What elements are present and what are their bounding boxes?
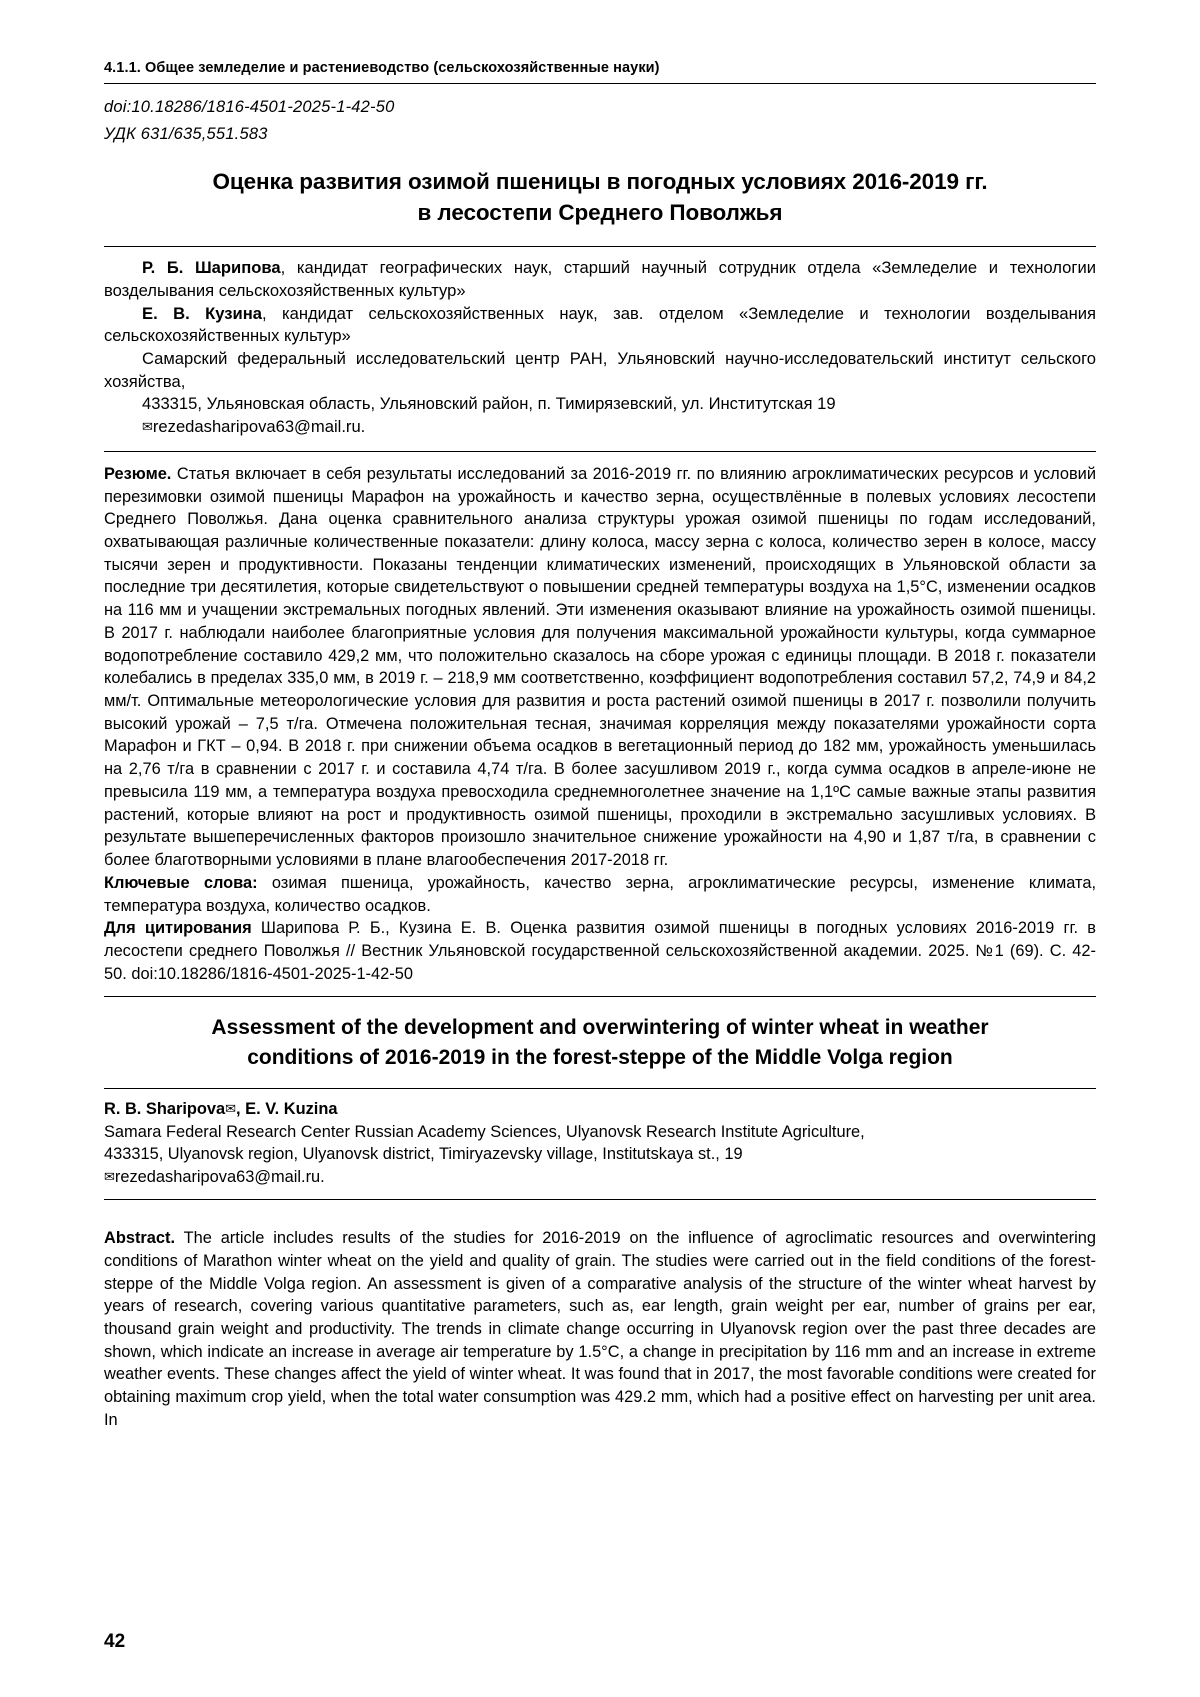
citation-ru-label: Для цитирования bbox=[104, 919, 252, 938]
postal-address-ru: 433315, Ульяновская область, Ульяновский район, п. Тимирязевский, ул. Институтская 19 bbox=[142, 394, 836, 414]
email-line-en bbox=[104, 1166, 1096, 1189]
author-2-affiliation-ru: , кандидат сельскохозяйственных наук, зав. отделом «Земледелие и технологии возделывания сельскохозяйственных культур» bbox=[104, 303, 1096, 346]
email-line-ru bbox=[104, 416, 1096, 439]
author-2-name-ru: Е. В. Кузина bbox=[142, 303, 262, 323]
citation-ru bbox=[104, 917, 1096, 985]
postal-address-en: 433315, Ulyanovsk region, Ulyanovsk district, Timiryazevsky village, Institutskaya st., 19 bbox=[104, 1145, 743, 1164]
doi-line: doi:10.18286/1816-4501-2025-1-42-50 bbox=[104, 98, 395, 116]
envelope-icon-en: ✉ bbox=[225, 1102, 237, 1118]
keywords-ru bbox=[104, 872, 1096, 917]
journal-rubric: 4.1.1. Общее земледелие и растениеводство (сельскохозяйственные науки) bbox=[104, 60, 660, 76]
abstract-ru bbox=[104, 452, 1096, 986]
keywords-ru-label: Ключевые слова: bbox=[104, 873, 258, 892]
article-title-en bbox=[104, 1013, 1096, 1072]
header-divider bbox=[104, 83, 1096, 84]
author-2-ru bbox=[104, 303, 1096, 348]
envelope-icon: ✉ bbox=[142, 420, 153, 436]
authors-block-en bbox=[104, 1088, 1096, 1200]
authors-en-line bbox=[104, 1098, 1096, 1121]
email-address-ru[interactable]: rezedasharipova63@mail.ru. bbox=[152, 417, 366, 437]
abstract-ru-label: Резюме. bbox=[104, 464, 172, 483]
article-title-en-line2: conditions of 2016-2019 in the forest-steppe of the Middle Volga region bbox=[247, 1045, 953, 1069]
article-title-ru-line1: Оценка развития озимой пшеницы в погодных условиях 2016-2019 гг. bbox=[212, 169, 988, 194]
abstract-en bbox=[104, 1200, 1096, 1432]
keywords-ru-body: озимая пшеница, урожайность, качество зерна, агроклиматические ресурсы, изменение климата, температура воздуха, количество осадков. bbox=[104, 873, 1097, 915]
abstract-en-text bbox=[104, 1227, 1096, 1431]
author-1-name-ru: Р. Б. Шарипова bbox=[142, 258, 281, 278]
author-2-name-en: , E. V. Kuzina bbox=[236, 1100, 338, 1119]
udk-line: УДК 631/635,551.583 bbox=[104, 125, 268, 143]
envelope-icon-email-en: ✉ bbox=[104, 1170, 115, 1186]
email-address-en[interactable]: rezedasharipova63@mail.ru. bbox=[114, 1168, 325, 1187]
citation-ru-body: Шарипова Р. Б., Кузина Е. В. Оценка развития озимой пшеницы в погодных условиях 2016-2019 гг. в лесостепи среднего Поволжья // Вестник Ульяновской государственной сельскохозяйственной академии. 2025. №1 (69). С. 42-50. doi:10.18286/1816-4501-2025-1-42-50 bbox=[104, 919, 1096, 983]
article-title-en-line1: Assessment of the development and overwintering of winter wheat in weather bbox=[211, 1016, 989, 1040]
page-number: 42 bbox=[104, 1631, 126, 1652]
abstract-ru-body: Статья включает в себя результаты исследований за 2016-2019 гг. по влиянию агроклиматических ресурсов и условий перезимовки озимой пшеницы Марафон на урожайность и качество зерна, осуществлённые в полевых условиях лесостепи Среднего Поволжья. Дана оценка сравнительного анализа структуры урожая озимой пшеницы по годам исследований, охватывающая различные количественные показатели: длину колоса, массу зерна с колоса, количество зерен в колосе, массу тысячи зерен и продуктивности. Показаны тенденции климатических изменений, происходящих в Ульяновской области за последние три десятилетия, которые свидетельствуют о повышении средней температуры воздуха на 1,5°С, изменении осадков на 116 мм и учащении экстремальных погодных явлений. Эти изменения оказывают влияние на урожайность озимой пшеницы. В 2017 г. наблюдали наиболее благоприятные условия для получения максимальной урожайности культуры, когда суммарное водопотребление составило 429,2 мм, что положительно сказалось на сборе урожая с единицы площади. В 2018 г. показатели колебались в пределах 335,0 мм, в 2019 г. – 218,9 мм соответственно, коэффициент водопотребления составил 57,2, 74,9 и 84,2 мм/т. Оптимальные метеорологические условия для развития и роста растений озимой пшеницы в 2017 г. позволили получить высокий урожай – 7,5 т/га. Отмечена положительная тесная, значимая корреляция между показателями урожайности сорта Марафон и ГКТ – 0,94. В 2018 г. при снижении объема осадков в вегетационный период до 182 мм, урожайность уменьшилась на 2,76 т/га в сравнении с 2017 г. и составила 4,74 т/га. В более засушливом 2019 г., когда сумма осадков в апреле-июне не превысила 119 мм, а температура воздуха превосходила среднемноголетнее значение на 1,1ºС самые важные этапы развития растений, которые влияют на рост и продуктивность озимой пшеницы, проходили в экстремально засушливых условиях. В результате вышеперечисленных факторов произошло значительное снижение урожайности на 4,90 и 1,87 т/га, в сравнении с более благотворными условиями в плане влагообеспечения 2017-2018 гг. bbox=[104, 464, 1096, 870]
organization-en: Samara Federal Research Center Russian Academy Sciences, Ulyanovsk Research Institute Agriculture, bbox=[104, 1122, 865, 1141]
author-1-name-en: R. B. Sharipova bbox=[104, 1100, 226, 1119]
authors-block-ru bbox=[104, 246, 1096, 452]
article-title-ru bbox=[104, 166, 1096, 228]
abstract-en-body: The article includes results of the studies for 2016-2019 on the influence of agroclimatic resources and overwintering conditions of Marathon winter wheat on the yield and quality of grain. The studies were carried out in the field conditions of the forest-steppe of the Middle Volga region. An assessment is given of a comparative analysis of the structure of the winter wheat harvest by years of research, covering various quantitative parameters, such as, ear length, grain weight per ear, number of grains per ear, thousand grain weight and productivity. The trends in climate change occurring in Ulyanovsk region over the past three decades are shown, which indicate an increase in average air temperature by 1.5°C, a change in precipitation by 116 mm and an increase in extreme weather events. These changes affect the yield of winter wheat. It was found that in 2017, the most favorable conditions were created for obtaining maximum crop yield, when the total water consumption was 429.2 mm, which had a positive effect on harvesting per unit area. In bbox=[104, 1229, 1096, 1429]
author-1-affiliation-ru: , кандидат географических наук, старший научный сотрудник отдела «Земледелие и технологии возделывания сельскохозяйственных культур» bbox=[104, 258, 1096, 300]
abstract-ru-text bbox=[104, 463, 1096, 872]
author-1-ru bbox=[104, 257, 1096, 302]
section-divider bbox=[104, 996, 1096, 997]
organization-ru: Самарский федеральный исследовательский центр РАН, Ульяновский научно-исследовательский институт сельского хозяйства, bbox=[104, 348, 1096, 391]
article-title-ru-line2: в лесостепи Среднего Поволжья bbox=[417, 200, 783, 226]
abstract-en-label: Abstract. bbox=[104, 1229, 176, 1248]
